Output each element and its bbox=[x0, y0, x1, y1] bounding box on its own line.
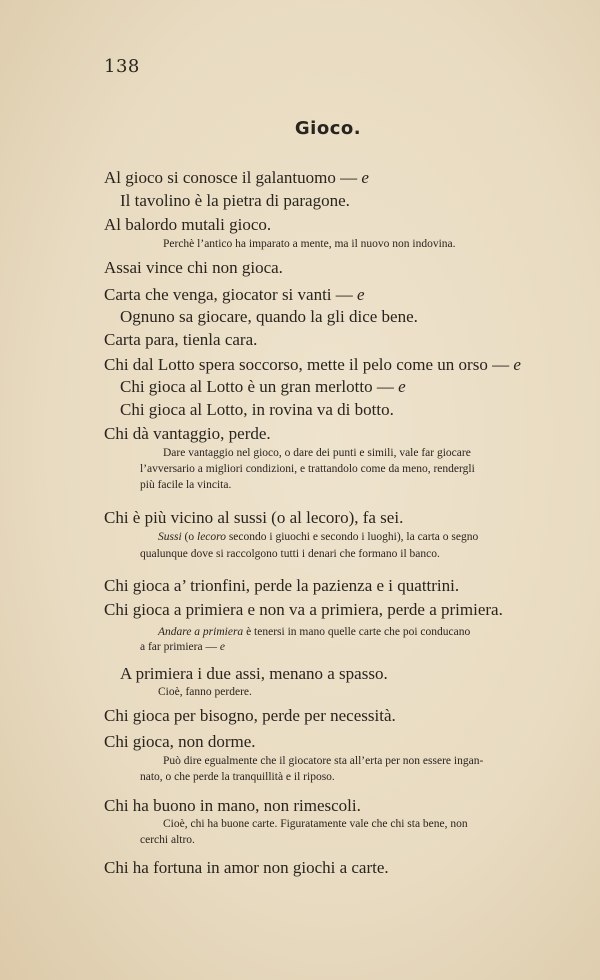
proverb-line bbox=[104, 732, 256, 752]
line-text: Il tavolino è la pietra di paragone. bbox=[120, 191, 350, 210]
italic-term: Sussi bbox=[158, 531, 182, 543]
proverb-line bbox=[120, 191, 350, 211]
note-line bbox=[140, 479, 231, 491]
proverb-line bbox=[120, 664, 388, 684]
note-line bbox=[140, 463, 475, 475]
conjunction: e bbox=[361, 168, 369, 187]
proverb-line bbox=[104, 858, 389, 878]
proverb-line bbox=[104, 600, 503, 620]
line-text: è tenersi in mano quelle carte che poi conducano bbox=[243, 626, 471, 638]
line-text: qualunque dove si raccolgono tutti i denari che formano il banco. bbox=[140, 548, 440, 560]
line-text: A primiera i due assi, menano a spasso. bbox=[120, 664, 388, 683]
page-number: 138 bbox=[104, 56, 140, 77]
proverb-line bbox=[104, 508, 403, 528]
conjunction: e bbox=[219, 641, 225, 653]
proverb-line bbox=[104, 330, 257, 350]
line-text: a far primiera — bbox=[140, 641, 220, 653]
line-text: Chi dal Lotto spera soccorso, mette il pelo come un orso — bbox=[104, 355, 514, 374]
proverb-line bbox=[120, 400, 394, 420]
proverb-line bbox=[120, 377, 406, 397]
line-text: Chi dà vantaggio, perde. bbox=[104, 424, 271, 443]
line-text: Chi gioca, non dorme. bbox=[104, 732, 256, 751]
line-text: Al gioco si conosce il galantuomo — bbox=[104, 168, 362, 187]
proverb-line bbox=[104, 258, 283, 278]
italic-term: lecoro bbox=[197, 531, 226, 543]
proverb-line bbox=[104, 796, 361, 816]
line-text: secondo i giuochi e secondo i luoghi), la carta o segno bbox=[225, 531, 479, 543]
proverb-line bbox=[104, 424, 271, 444]
note-line bbox=[158, 531, 478, 543]
line-text: Assai vince chi non gioca. bbox=[104, 258, 283, 277]
note-line bbox=[163, 755, 483, 767]
note-line bbox=[158, 686, 252, 698]
line-text: Cioè, chi ha buone carte. Figuratamente vale che chi sta bene, non bbox=[163, 818, 468, 830]
proverb-line bbox=[120, 307, 418, 327]
conjunction: e bbox=[398, 377, 406, 396]
conjunction: e bbox=[357, 285, 365, 304]
line-text: cerchi altro. bbox=[140, 834, 195, 846]
line-text: Chi gioca per bisogno, perde per necessità. bbox=[104, 706, 396, 725]
line-text: Al balordo mutali gioco. bbox=[104, 215, 272, 234]
proverb-line bbox=[104, 285, 365, 305]
proverb-line bbox=[104, 576, 459, 596]
note-line bbox=[158, 626, 470, 638]
note-line bbox=[163, 818, 468, 830]
note-line bbox=[140, 641, 225, 653]
line-text: Dare vantaggio nel gioco, o dare dei punti e simili, vale far giocare bbox=[163, 447, 471, 459]
note-line bbox=[140, 548, 440, 560]
conjunction: e bbox=[513, 355, 521, 374]
line-text: (o bbox=[181, 531, 197, 543]
line-text: Chi gioca a’ trionfini, perde la pazienza e i quattrini. bbox=[104, 576, 460, 595]
chapter-title: Gioco. bbox=[294, 118, 362, 139]
proverb-line bbox=[104, 168, 369, 188]
note-line bbox=[140, 834, 195, 846]
italic-term: Andare a primiera bbox=[158, 626, 244, 638]
line-text: Chi è più vicino al sussi (o al lecoro), fa sei. bbox=[104, 508, 404, 527]
line-text: l’avversario a migliori condizioni, e trattandolo come da meno, rendergli bbox=[140, 463, 475, 475]
line-text: Perchè l’antico ha imparato a mente, ma il nuovo non indovina. bbox=[163, 238, 456, 250]
line-text: Chi gioca al Lotto è un gran merlotto — bbox=[120, 377, 399, 396]
note-line bbox=[163, 238, 456, 250]
line-text: Chi ha fortuna in amor non giochi a carte. bbox=[104, 858, 389, 877]
line-text: più facile la vincita. bbox=[140, 479, 232, 491]
line-text: Chi ha buono in mano, non rimescoli. bbox=[104, 796, 361, 815]
proverb-line bbox=[104, 706, 396, 726]
note-line bbox=[163, 447, 471, 459]
proverb-line bbox=[104, 355, 521, 375]
line-text: Chi gioca al Lotto, in rovina va di botto. bbox=[120, 400, 394, 419]
line-text: Chi gioca a primiera e non va a primiera, perde a primiera. bbox=[104, 600, 503, 619]
line-text: Carta para, tienla cara. bbox=[104, 330, 258, 349]
line-text: Può dire egualmente che il giocatore sta all’erta per non essere ingan- bbox=[163, 755, 484, 767]
line-text: nato, o che perde la tranquillità e il riposo. bbox=[140, 771, 335, 783]
line-text: Carta che venga, giocator si vanti — bbox=[104, 285, 358, 304]
proverb-line bbox=[104, 215, 271, 235]
line-text: Ognuno sa giocare, quando la gli dice bene. bbox=[120, 307, 418, 326]
note-line bbox=[140, 771, 335, 783]
line-text: Cioè, fanno perdere. bbox=[158, 686, 252, 698]
